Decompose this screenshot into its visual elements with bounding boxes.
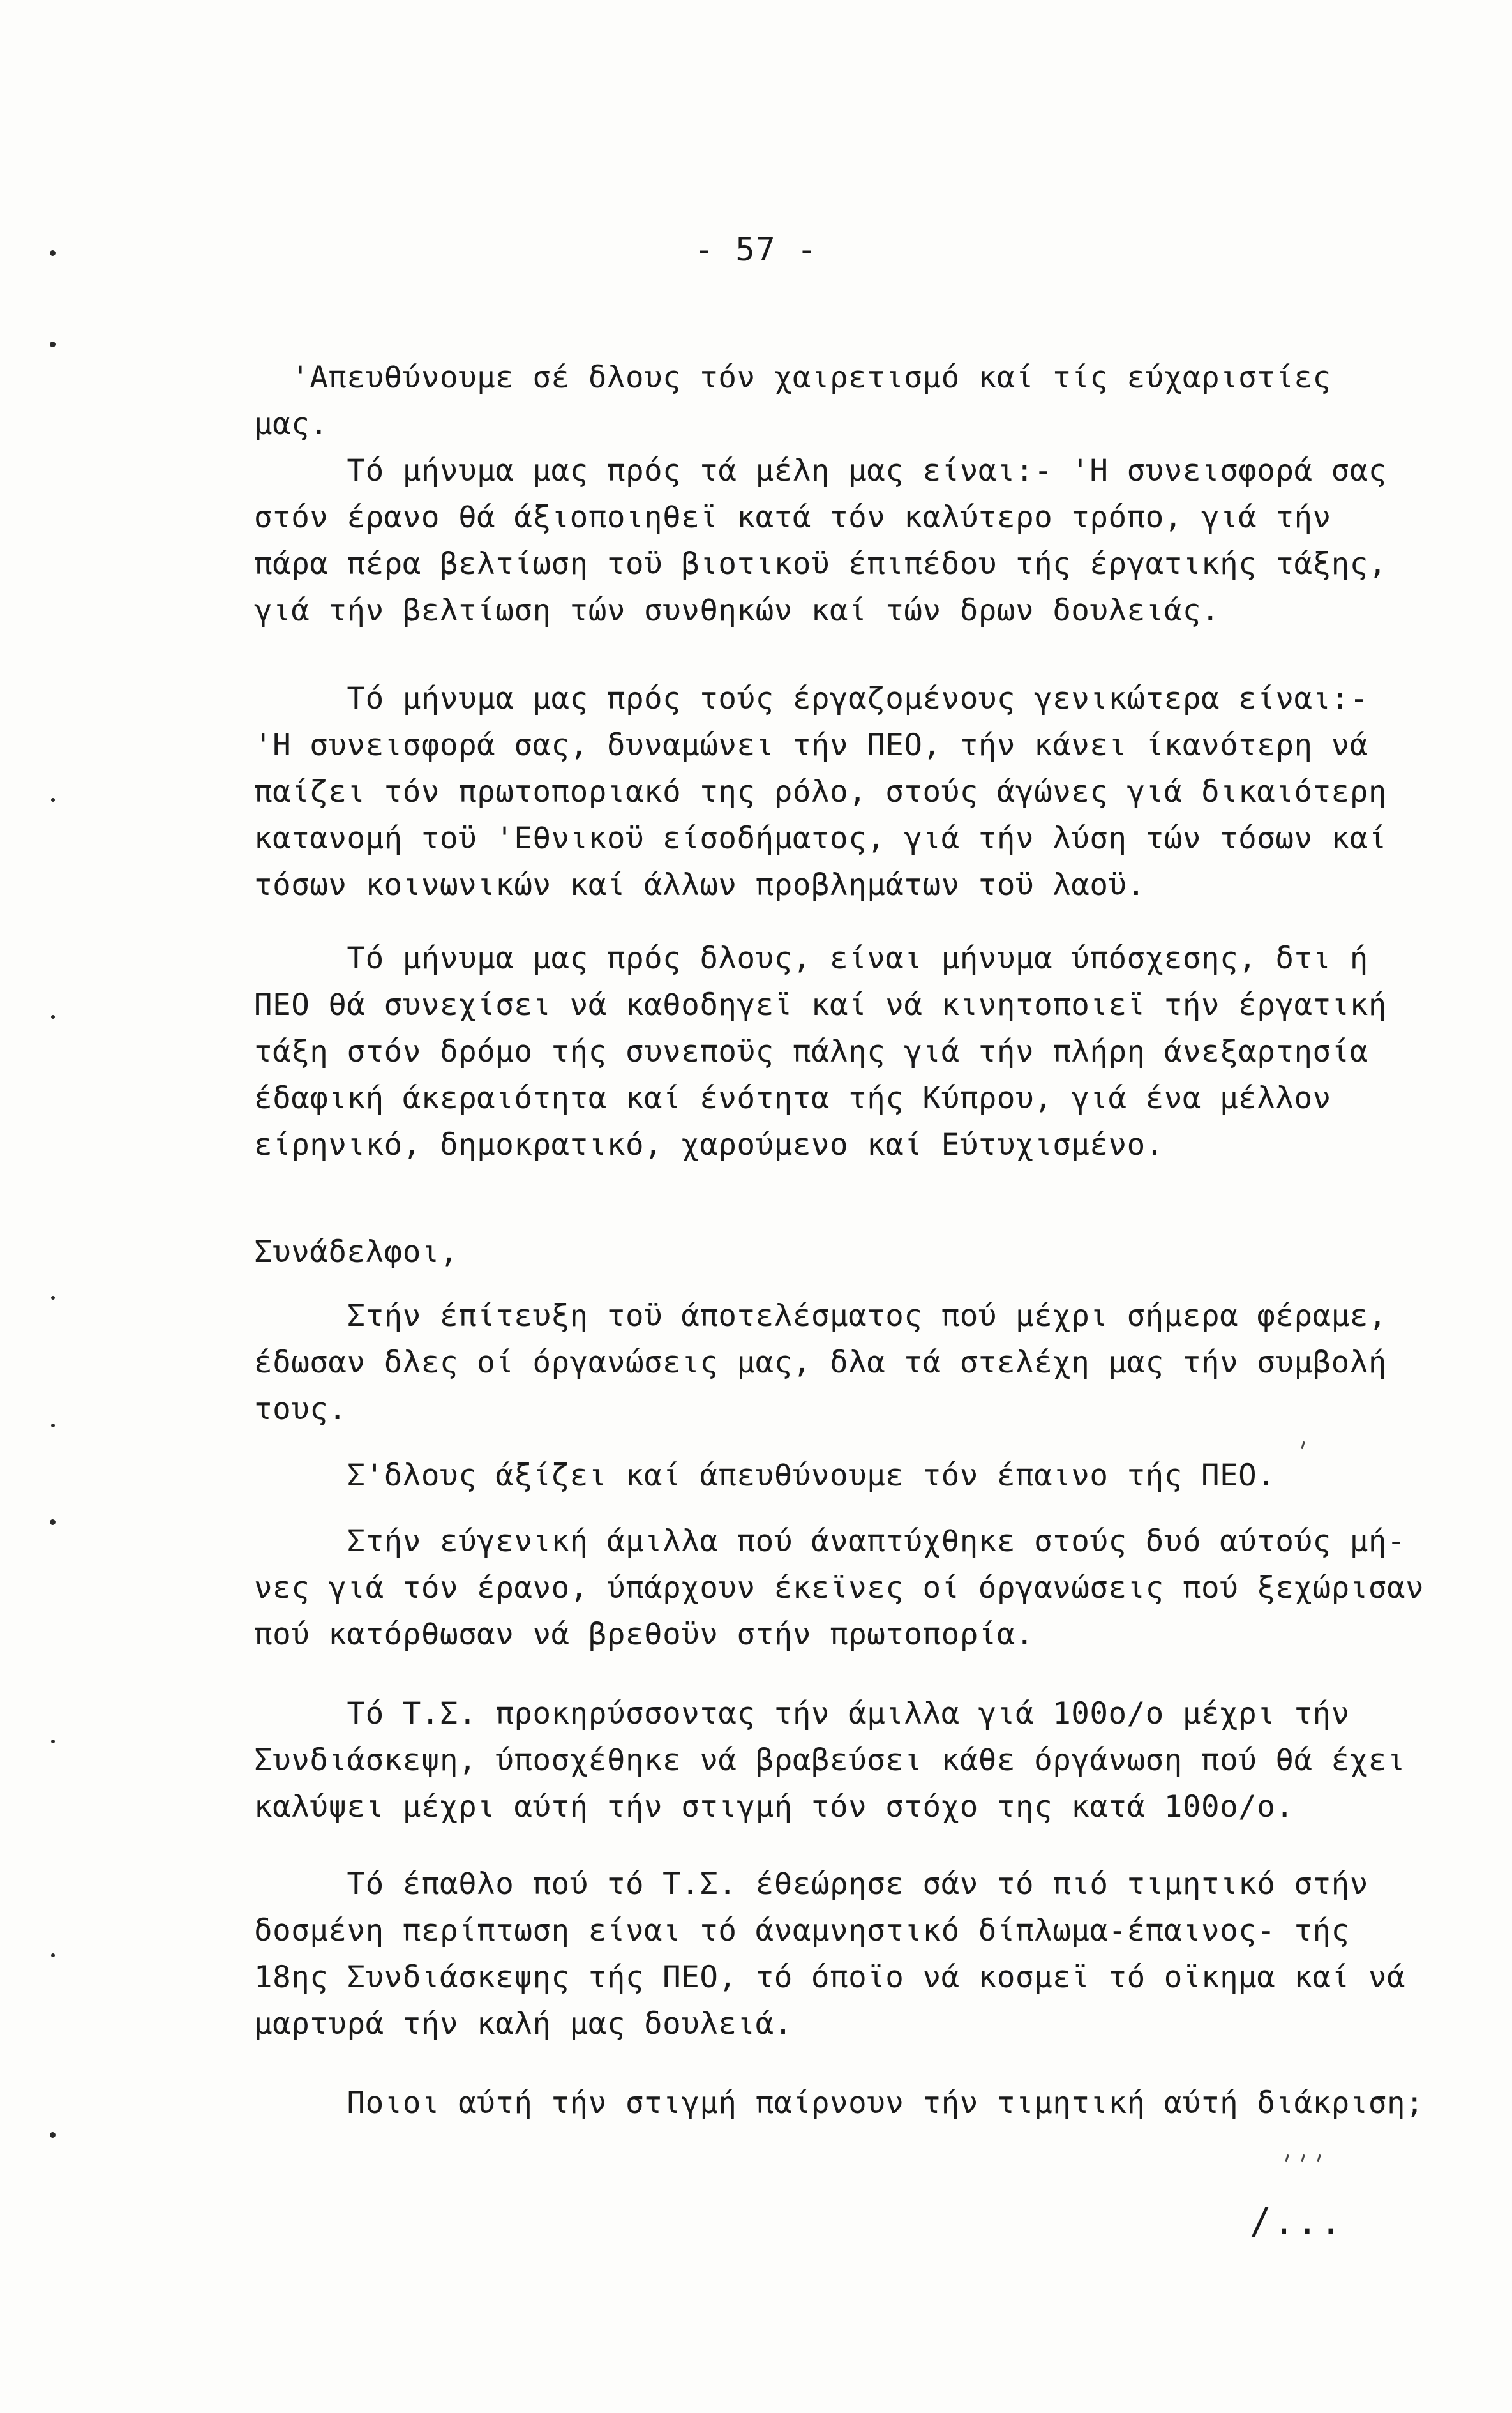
salutation: Συνάδελφοι, (254, 1235, 459, 1270)
margin-punch-mark (51, 1015, 55, 1019)
page-number: - 57 - (694, 231, 818, 268)
paragraph-message-promise: Τό μήνυμα μας πρός δλους, είναι μήνυμα ύπόσχεσης, δτι ή ΠΕΟ θά συνεχίσει νά καθοδηγεϊ καί νά κινητοποιεϊ τήν έργατική τάξη στόν δρόμο τής συνεποϋς πάλης γιά τήν πλήρη άνεξαρτησία έδαφική άκεραιότητα καί ένότητα τής Κύπρου, γιά ένα μέλλον είρηνικό, δημοκρατικό, χαρούμενο καί Εύτυχισμένο. (254, 941, 1387, 1162)
margin-punch-mark (51, 798, 55, 802)
paragraph-committee-promise: Τό Τ.Σ. προκηρύσσοντας τήν άμιλλα γιά 100ο/ο μέχρι τήν Συνδιάσκεψη, ύποσχέθηκε νά βραβεύσει κάθε όργάνωση πού θά έχει καλύψει μέχρι αύτή τήν στιγμή τόν στόχο της κατά 100ο/ο. (254, 1696, 1406, 1824)
margin-punch-mark (51, 1424, 55, 1427)
stray-pen-mark (1317, 2154, 1321, 2162)
stray-pen-mark (1301, 2154, 1305, 2162)
stray-pen-mark (1285, 2154, 1289, 2162)
paragraph-greeting: 'Απευθύνουμε σέ δλους τόν χαιρετισμό καί τίς εύχαριστίες μας. Τό μήνυμα μας πρός τά μέλη μας είναι:- 'Η συνεισφορά σας στόν έρανο θά άξιοποιηθεϊ κατά τόν καλύτερο τρόπο, γιά τήν πάρα πέρα βελτίωση τοϋ βιοτικοϋ έπιπέδου τής έργατικής τάξης, γιά τήν βελτίωση τών συνθηκών καί τών δρων δουλειάς. (254, 360, 1387, 628)
margin-punch-mark (51, 1953, 55, 1957)
continuation-mark: /... (1250, 2201, 1344, 2243)
margin-punch-mark (51, 1740, 55, 1743)
paragraph-competition: Στήν εύγενική άμιλλα πού άναπτύχθηκε στούς δυό αύτούς μή- νες γιά τόν έρανο, ύπάρχουν έκεϊνες οί όργανώσεις πού ξεχώρισαν πού κατόρθωσαν νά βρεθοϋν στήν πρωτοπορία. (254, 1524, 1425, 1652)
paragraph-award: Τό έπαθλο πού τό Τ.Σ. έθεώρησε σάν τό πιό τιμητικό στήν δοσμένη περίπτωση είναι τό άναμνηστικό δίπλωμα-έπαινος- τής 18ης Συνδιάσκεψης τής ΠΕΟ, τό όποϊο νά κοσμεϊ τό οϊκημα καί νά μαρτυρά τήν καλή μας δουλειά. (254, 1867, 1406, 2041)
margin-punch-mark (51, 1296, 55, 1300)
margin-punch-mark (50, 342, 56, 347)
paragraph-message-workers: Τό μήνυμα μας πρός τούς έργαζομένους γενικώτερα είναι:- 'Η συνεισφορά σας, δυναμώνει τήν ΠΕΟ, τήν κάνει ίκανότερη νά παίζει τόν πρωτοποριακό της ρόλο, στούς άγώνες γιά δικαιότερη κατανομή τοϋ 'Εθνικοϋ είσοδήματος, γιά τήν λύση τών τόσων καί τόσων κοινωνικών καί άλλων προβλημάτων τοϋ λαοϋ. (254, 681, 1387, 903)
margin-punch-mark (50, 2132, 56, 2138)
paragraph-achievement: Στήν έπίτευξη τοϋ άποτελέσματος πού μέχρι σήμερα φέραμε, έδωσαν δλες οί όργανώσεις μας, δλα τά στελέχη μας τήν συμβολή τους. (254, 1298, 1387, 1427)
paragraph-question: Ποιοι αύτή τήν στιγμή παίρνουν τήν τιμητική αύτή διάκριση; (254, 2086, 1425, 2121)
stray-pen-mark (1301, 1441, 1305, 1449)
paragraph-praise: Σ'δλους άξίζει καί άπευθύνουμε τόν έπαινο τής ΠΕΟ. (254, 1458, 1276, 1493)
margin-punch-mark (50, 1519, 56, 1525)
